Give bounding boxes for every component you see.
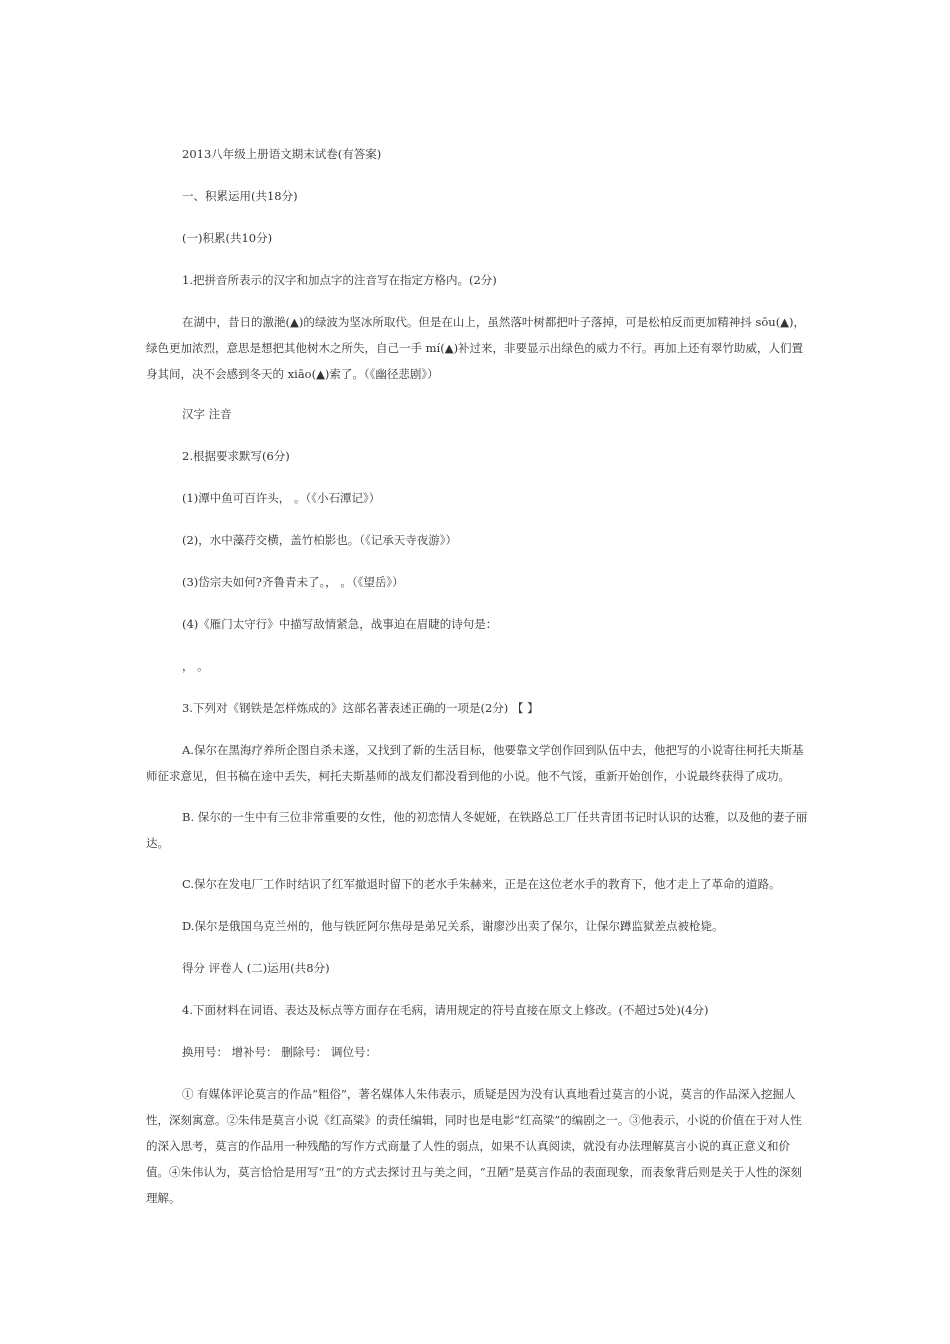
- question-1-prompt: 1.把拼音所表示的汉字和加点字的注音写在指定方格内。(2分): [182, 273, 497, 287]
- question-4-prompt: 4.下面材料在词语、表达及标点等方面存在毛病，请用规定的符号直接在原文上修改。(不超过5处)(4分): [182, 1003, 709, 1017]
- question-2-item-4: (4)《雁门太守行》中描写敌情紧急，战事迫在眉睫的诗句是：: [182, 617, 498, 631]
- section-heading-2: 得分 评卷人 (二)运用(共8分): [182, 961, 330, 975]
- document-title: 2013八年级上册语文期末试卷(有答案): [182, 147, 382, 161]
- section-heading-1: 一、积累运用(共18分): [182, 189, 298, 203]
- question-2-prompt: 2.根据要求默写(6分): [182, 449, 290, 463]
- question-2-item-4-blank: ， 。: [182, 659, 209, 673]
- question-3-option-c: C.保尔在发电厂工作时结识了红军撤退时留下的老水手朱赫来，正是在这位老水手的教育下，他才走上了革命的道路。: [182, 877, 781, 891]
- question-2-item-1: (1)潭中鱼可百许头， 。（《小石潭记》）: [182, 491, 381, 505]
- subsection-heading-1: (一)积累(共10分): [182, 231, 273, 245]
- question-3-option-a: A.保尔在黑海疗养所企图自杀未遂，又找到了新的生活目标，他要靠文学创作回到队伍中去，他把写的小说寄往柯托夫斯基师征求意见，但书稿在途中丢失，柯托夫斯基师的战友们都没看到他的小说。他不气馁，重新开始创作，小说最终获得了成功。: [146, 743, 804, 783]
- question-3-prompt: 3.下列对《钢铁是怎样炼成的》这部名著表述正确的一项是(2分) 【 】: [182, 701, 539, 715]
- question-4-symbols: 换用号： 增补号： 删除号： 调位号：: [182, 1045, 377, 1059]
- question-4-passage: ① 有媒体评论莫言的作品“粗俗”，著名媒体人朱伟表示，质疑是因为没有认真地看过莫言的小说，莫言的作品深入挖掘人性，深刻寓意。②朱伟是莫言小说《红高粱》的责任编辑，同时也是电影“红高粱”的编剧之一。③他表示，小说的价值在于对人性的深入思考，莫言的作品用一种残酷的写作方式商量了人性的弱点，如果不认真阅读，就没有办法理解莫言小说的真正意义和价值。④朱伟认为，莫言恰恰是用写“丑”的方式去探讨丑与美之间，“丑陋”是莫言作品的表面现象，而表象背后则是关于人性的深刻理解。: [146, 1087, 803, 1205]
- question-2-item-2: (2)，水中藻荇交横，盖竹柏影也。（《记承天寺夜游》）: [182, 533, 458, 547]
- question-1-answer-labels: 汉字 注音: [182, 407, 232, 421]
- question-2-item-3: (3)岱宗夫如何?齐鲁青未了。， 。（《望岳》）: [182, 575, 404, 589]
- question-1-passage: 在湖中，昔日的激滟(▲)的绿波为坚冰所取代。但是在山上，虽然落叶树都把叶子落掉，可是松柏反而更加精神抖 sōu(▲)，绿色更加浓烈，意思是想把其他树木之所失，自己一手 mí(▲)补过来，非要显示出绿色的威力不行。再加上还有翠竹助威，人们置身其间，决不会感到冬天的 xiāo(▲)索了。（《幽径悲剧》）: [146, 315, 806, 381]
- question-3-option-b: B. 保尔的一生中有三位非常重要的女性，他的初恋情人冬妮娅，在铁路总工厂任共青团书记时认识的达雅，以及他的妻子丽达。: [146, 810, 808, 850]
- question-3-option-d: D.保尔是俄国乌克兰州的，他与铁匠阿尔焦母是弟兄关系，谢廖沙出卖了保尔，让保尔蹲监狱差点被枪毙。: [182, 919, 724, 933]
